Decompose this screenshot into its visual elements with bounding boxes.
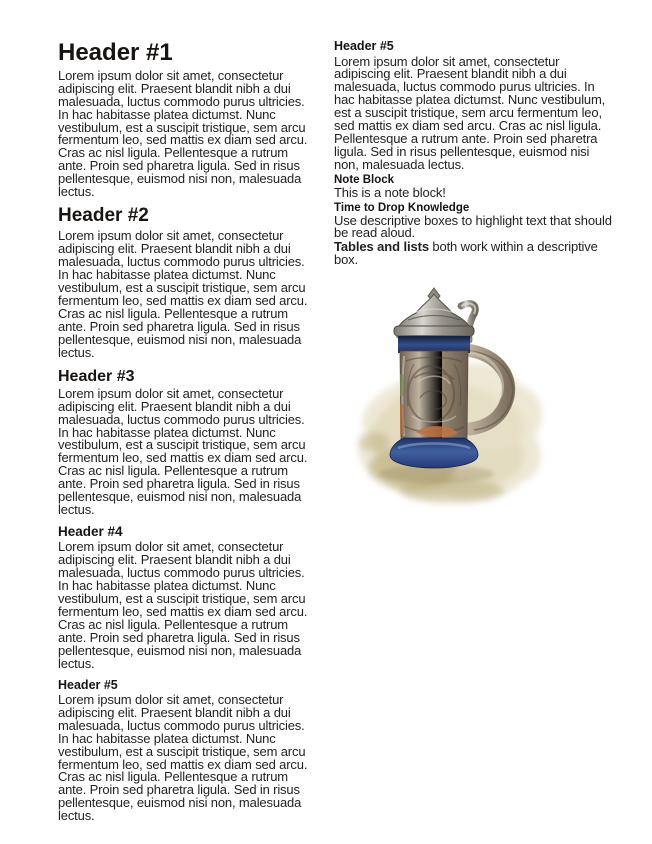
section-4 — [58, 525, 308, 671]
stein-lid — [394, 288, 474, 338]
stein-body — [398, 336, 470, 440]
knowledge-block-label: Time to Drop Knowledge — [334, 201, 470, 214]
section-1-heading: Header #1 — [58, 39, 173, 66]
tables-note-rest: both work within a descriptive box. — [334, 239, 598, 268]
section-2 — [58, 206, 308, 360]
rim-navy-band — [398, 336, 470, 353]
section-1 — [58, 40, 308, 199]
beer-stein-illustration — [334, 286, 614, 521]
right-column — [334, 40, 615, 824]
section-4-heading: Header #4 — [58, 523, 123, 539]
section-3-heading: Header #3 — [58, 367, 135, 385]
tables-note — [334, 241, 615, 267]
section-4-paragraph: Lorem ipsum dolor sit amet, consectetur adipiscing elit. Praesent blandit nibh a dui malesuada, luctus commodo purus ultricies. In hac habitasse platea dictumst. Nunc vestibulum, est a suscipit tristique, sem arcu fermentum leo, sed mattis ex diam sed arcu. Cras ac nisl ligula. Pellentesque a rutrum ante. Proin sed pharetra ligula. Sed in risus pellentesque, euismod nisi non, malesuada lectus. — [58, 539, 308, 671]
section-2-paragraph: Lorem ipsum dolor sit amet, consectetur adipiscing elit. Praesent blandit nibh a dui malesuada, luctus commodo purus ultricies. In hac habitasse platea dictumst. Nunc vestibulum, est a suscipit tristique, sem arcu fermentum leo, sed mattis ex diam sed arcu. Cras ac nisl ligula. Pellentesque a rutrum ante. Proin sed pharetra ligula. Sed in risus pellentesque, euismod nisi non, malesuada lectus. — [58, 228, 308, 360]
section-5 — [58, 679, 308, 824]
section-6-heading: Header #5 — [334, 39, 394, 53]
note-block-text: This is a note block! — [334, 184, 446, 200]
section-5-paragraph: Lorem ipsum dolor sit amet, consectetur adipiscing elit. Praesent blandit nibh a dui malesuada, luctus commodo purus ultricies. In hac habitasse platea dictumst. Nunc vestibulum, est a suscipit tristique, sem arcu fermentum leo, sed mattis ex diam sed arcu. Cras ac nisl ligula. Pellentesque a rutrum ante. Proin sed pharetra ligula. Sed in risus pellentesque, euismod nisi non, malesuada lectus. — [58, 692, 308, 824]
tables-note-bold: Tables and lists — [334, 239, 429, 255]
knowledge-block-text: Use descriptive boxes to highlight text that should be read aloud. — [334, 212, 612, 241]
note-block-label: Note Block — [334, 173, 395, 186]
section-2-heading: Header #2 — [58, 204, 149, 226]
section-3 — [58, 368, 308, 517]
section-1-paragraph: Lorem ipsum dolor sit amet, consectetur adipiscing elit. Praesent blandit nibh a dui malesuada, luctus commodo purus ultricies. In hac habitasse platea dictumst. Nunc vestibulum, est a suscipit tristique, sem arcu fermentum leo, sed mattis ex diam sed arcu. Cras ac nisl ligula. Pellentesque a rutrum ante. Proin sed pharetra ligula. Sed in risus pellentesque, euismod nisi non, malesuada lectus. — [58, 67, 308, 200]
section-3-paragraph: Lorem ipsum dolor sit amet, consectetur adipiscing elit. Praesent blandit nibh a dui malesuada, luctus commodo purus ultricies. In hac habitasse platea dictumst. Nunc vestibulum, est a suscipit tristique, sem arcu fermentum leo, sed mattis ex diam sed arcu. Cras ac nisl ligula. Pellentesque a rutrum ante. Proin sed pharetra ligula. Sed in risus pellentesque, euismod nisi non, malesuada lectus. — [58, 385, 308, 517]
section-6-paragraph: Lorem ipsum dolor sit amet, consectetur adipiscing elit. Praesent blandit nibh a dui malesuada, luctus commodo purus ultricies. In hac habitasse platea dictumst. Nunc vestibulum, est a suscipit tristique, sem arcu fermentum leo, sed mattis ex diam sed arcu. Cras ac nisl ligula. Pellentesque a rutrum ante. Proin sed pharetra ligula. Sed in risus pellentesque, euismod nisi non, malesuada lectus. — [334, 53, 606, 172]
section-5-heading: Header #5 — [58, 677, 118, 692]
section-6 — [334, 40, 615, 172]
stein-figure — [334, 286, 614, 521]
stein-base — [390, 438, 478, 468]
left-column — [58, 40, 308, 824]
document-page — [58, 40, 615, 824]
